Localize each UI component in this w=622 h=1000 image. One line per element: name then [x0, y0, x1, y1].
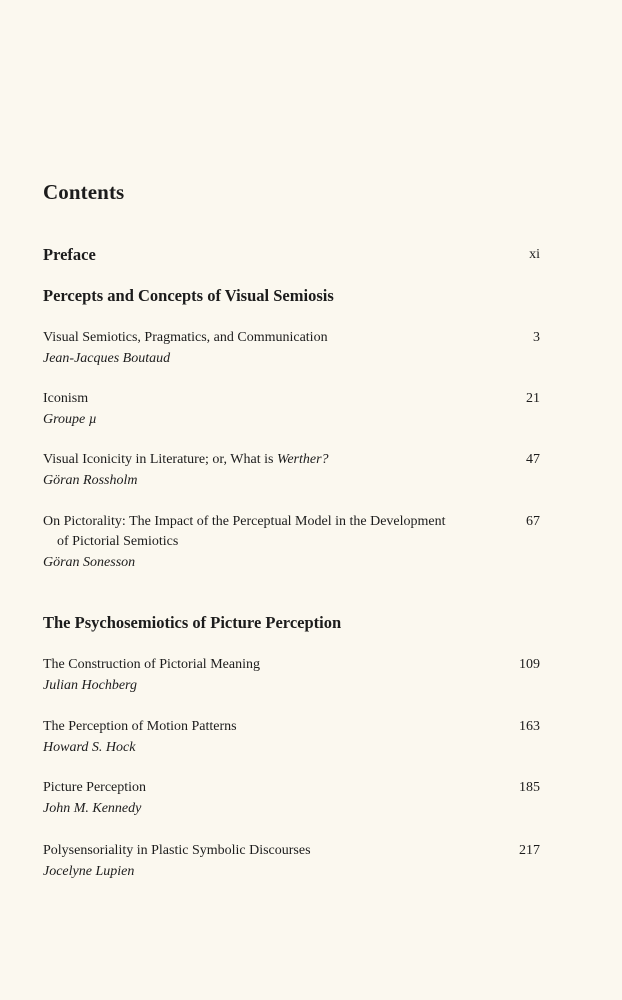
- entry-title-italic: Werther?: [276, 452, 329, 467]
- entry-title: Polysensoriality in Plastic Symbolic Discourses: [43, 843, 311, 858]
- preface-title: Preface: [43, 245, 96, 264]
- entry-page-number: 3: [533, 330, 540, 345]
- entry-title: Iconism: [43, 391, 89, 406]
- entry-title: On Pictorality: The Impact of the Perceptual Model in the Development: [43, 514, 446, 529]
- entry-title: The Construction of Pictorial Meaning: [43, 657, 260, 672]
- preface-page-number: xi: [529, 247, 540, 262]
- entry-page-number: 185: [519, 780, 540, 795]
- entry-author: Jean-Jacques Boutaud: [43, 351, 171, 366]
- entry-author: Julian Hochberg: [43, 678, 137, 693]
- entry-page-number: 47: [526, 452, 540, 467]
- entry-title-text: Visual Iconicity in Literature; or, What is: [43, 452, 277, 467]
- entry-author: Jocelyne Lupien: [43, 864, 135, 879]
- entry-author: Göran Rossholm: [43, 473, 138, 488]
- entry-page-number: 109: [519, 657, 540, 672]
- entry-title-continuation: of Pictorial Semiotics: [57, 534, 179, 549]
- contents-heading: Contents: [43, 180, 125, 204]
- section-heading: The Psychosemiotics of Picture Perception: [43, 613, 342, 632]
- entry-page-number: 67: [526, 514, 540, 529]
- entry-title: The Perception of Motion Patterns: [43, 719, 237, 734]
- entry-title: Visual Semiotics, Pragmatics, and Communication: [43, 330, 328, 345]
- entry-author: Groupe µ: [43, 412, 97, 427]
- entry-author: John M. Kennedy: [43, 801, 142, 816]
- entry-author: Göran Sonesson: [43, 555, 136, 570]
- entry-author: Howard S. Hock: [43, 740, 136, 755]
- entry-page-number: 217: [519, 843, 540, 858]
- entry-page-number: 163: [519, 719, 540, 734]
- section-heading: Percepts and Concepts of Visual Semiosis: [43, 286, 334, 305]
- entry-title: [43, 452, 329, 468]
- entry-page-number: 21: [526, 391, 540, 406]
- entry-title: Picture Perception: [43, 780, 147, 795]
